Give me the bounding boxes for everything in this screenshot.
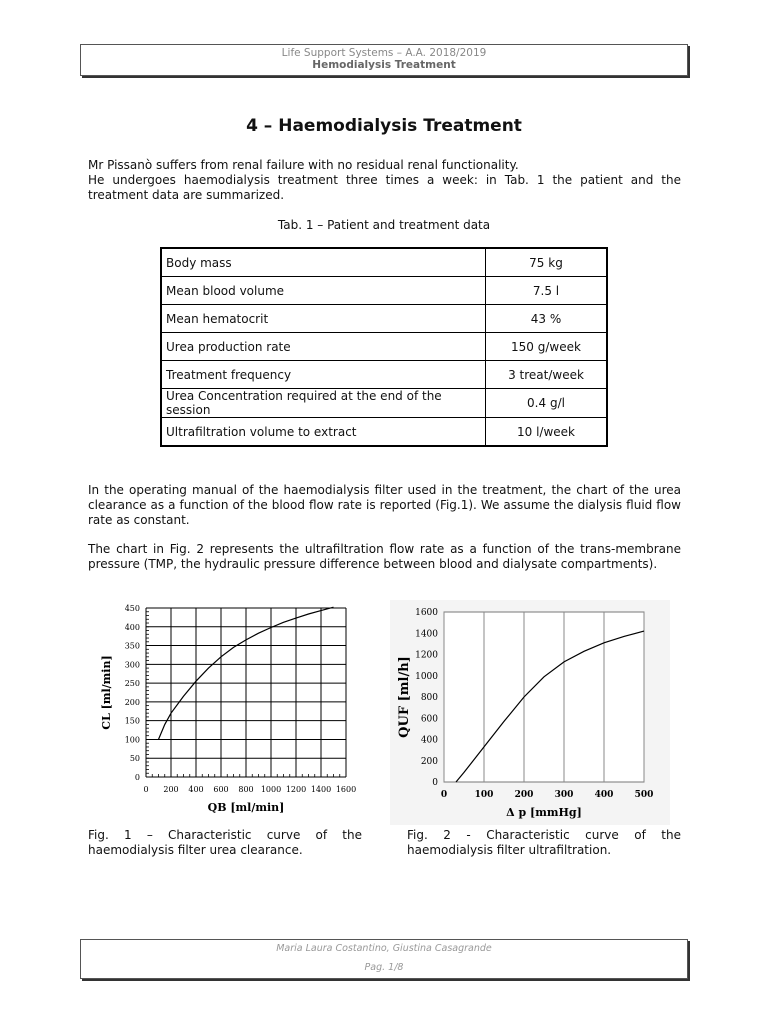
table-row-value: 75 kg — [486, 248, 608, 277]
y-tick-label: 800 — [420, 693, 438, 703]
y-tick-label: 450 — [124, 604, 140, 613]
footer-authors: Maria Laura Costantino, Giustina Casagrande — [276, 943, 492, 954]
section-title: 4 – Haemodialysis Treatment — [246, 116, 522, 136]
y-tick-label: 1200 — [415, 650, 438, 661]
y-tick-label: 150 — [124, 716, 140, 726]
plot-area — [444, 612, 644, 782]
table-row-value: 7.5 l — [486, 277, 608, 305]
y-tick-label: 1400 — [415, 629, 438, 640]
table-row-label: Mean blood volume — [161, 277, 486, 305]
footer-page-number: Pag. 1/8 — [364, 962, 404, 973]
x-tick-label: 400 — [188, 785, 204, 794]
intro-line-2: He undergoes haemodialysis treatment three times a week: in Tab. 1 the patient and the treatment data are summarized. — [88, 173, 681, 202]
y-tick-label: 600 — [420, 714, 438, 725]
y-tick-label: 400 — [124, 622, 140, 632]
y-tick-label: 100 — [124, 735, 140, 745]
table-row — [161, 389, 607, 418]
table-row — [161, 333, 607, 361]
y-tick-label: 1600 — [415, 608, 438, 618]
table-row — [161, 361, 607, 389]
table-row-label: Urea production rate — [161, 333, 486, 361]
fig2-grid — [444, 612, 644, 782]
table-row-label: Urea Concentration required at the end of the session — [161, 389, 486, 418]
x-tick-label: 1200 — [285, 785, 307, 794]
table-row — [161, 277, 607, 305]
page-footer — [80, 939, 688, 979]
fig1-y-ticks — [125, 604, 140, 782]
paragraph-fig2-intro: The chart in Fig. 2 represents the ultrafiltration flow rate as a function of the trans-membrane pressure (TMP, the hydraulic pressure difference between blood and dialysate compartments). — [88, 542, 681, 571]
y-tick-label: 1000 — [415, 671, 438, 682]
y-tick-label: 0 — [134, 773, 140, 782]
header-topic: Hemodialysis Treatment — [312, 59, 456, 71]
y-tick-label: 200 — [420, 756, 438, 767]
table-row-label: Mean hematocrit — [161, 305, 486, 333]
table-row-value: 10 l/week — [486, 418, 608, 447]
intro-paragraph — [88, 158, 681, 203]
figure-1-chart — [92, 598, 362, 820]
x-tick-label: 1600 — [335, 785, 357, 794]
x-tick-label: 100 — [474, 790, 494, 800]
x-tick-label: 400 — [594, 790, 614, 800]
fig2-y-axis-label: QUF [ml/h] — [397, 656, 412, 738]
y-tick-label: 400 — [420, 735, 438, 746]
table-row — [161, 248, 607, 277]
table-row-label: Treatment frequency — [161, 361, 486, 389]
page-header — [80, 44, 688, 76]
y-tick-label: 0 — [432, 778, 438, 788]
table-row-label: Ultrafiltration volume to extract — [161, 418, 486, 447]
table-row-value: 0.4 g/l — [486, 389, 608, 418]
intro-line-1: Mr Pissanò suffers from renal failure with no residual renal functionality. — [88, 158, 519, 172]
y-tick-label: 350 — [124, 641, 140, 651]
x-tick-label: 200 — [514, 790, 534, 800]
y-tick-label: 200 — [124, 697, 140, 707]
x-tick-label: 600 — [213, 785, 229, 794]
x-tick-label: 300 — [554, 790, 574, 800]
figure-2-chart — [390, 600, 670, 825]
table-row-label: Body mass — [161, 248, 486, 277]
x-tick-label: 500 — [634, 790, 654, 800]
fig1-x-axis-label: QB [ml/min] — [207, 801, 285, 814]
figure-1-caption: Fig. 1 – Characteristic curve of the haemodialysis filter urea clearance. — [88, 828, 362, 857]
x-tick-label: 1400 — [310, 785, 332, 794]
table-row — [161, 418, 607, 447]
y-tick-label: 250 — [124, 679, 140, 689]
fig1-grid — [146, 608, 346, 777]
header-course: Life Support Systems – A.A. 2018/2019 — [281, 47, 487, 59]
x-tick-label: 0 — [143, 785, 149, 794]
y-tick-label: 50 — [129, 754, 140, 764]
figure-2-caption: Fig. 2 - Characteristic curve of the haemodialysis filter ultrafiltration. — [407, 828, 681, 857]
x-tick-label: 1000 — [260, 785, 282, 794]
table-caption: Tab. 1 – Patient and treatment data — [277, 218, 491, 232]
x-tick-label: 0 — [440, 790, 448, 800]
x-tick-label: 200 — [163, 785, 179, 794]
fig2-x-axis-label: Δ p [mmHg] — [506, 806, 582, 819]
paragraph-fig1-intro: In the operating manual of the haemodialysis filter used in the treatment, the chart of the urea clearance as a function of the blood flow rate is reported (Fig.1). We assume the dialysis fluid flow rate as constant. — [88, 483, 681, 527]
fig1-x-ticks — [143, 785, 356, 794]
table-row-value: 43 % — [486, 305, 608, 333]
table-row — [161, 305, 607, 333]
table-row-value: 3 treat/week — [486, 361, 608, 389]
patient-data-table — [160, 247, 608, 447]
x-tick-label: 800 — [238, 785, 254, 794]
y-tick-label: 300 — [124, 660, 140, 670]
table-row-value: 150 g/week — [486, 333, 608, 361]
fig1-y-axis-label: CL [ml/min] — [100, 655, 113, 730]
